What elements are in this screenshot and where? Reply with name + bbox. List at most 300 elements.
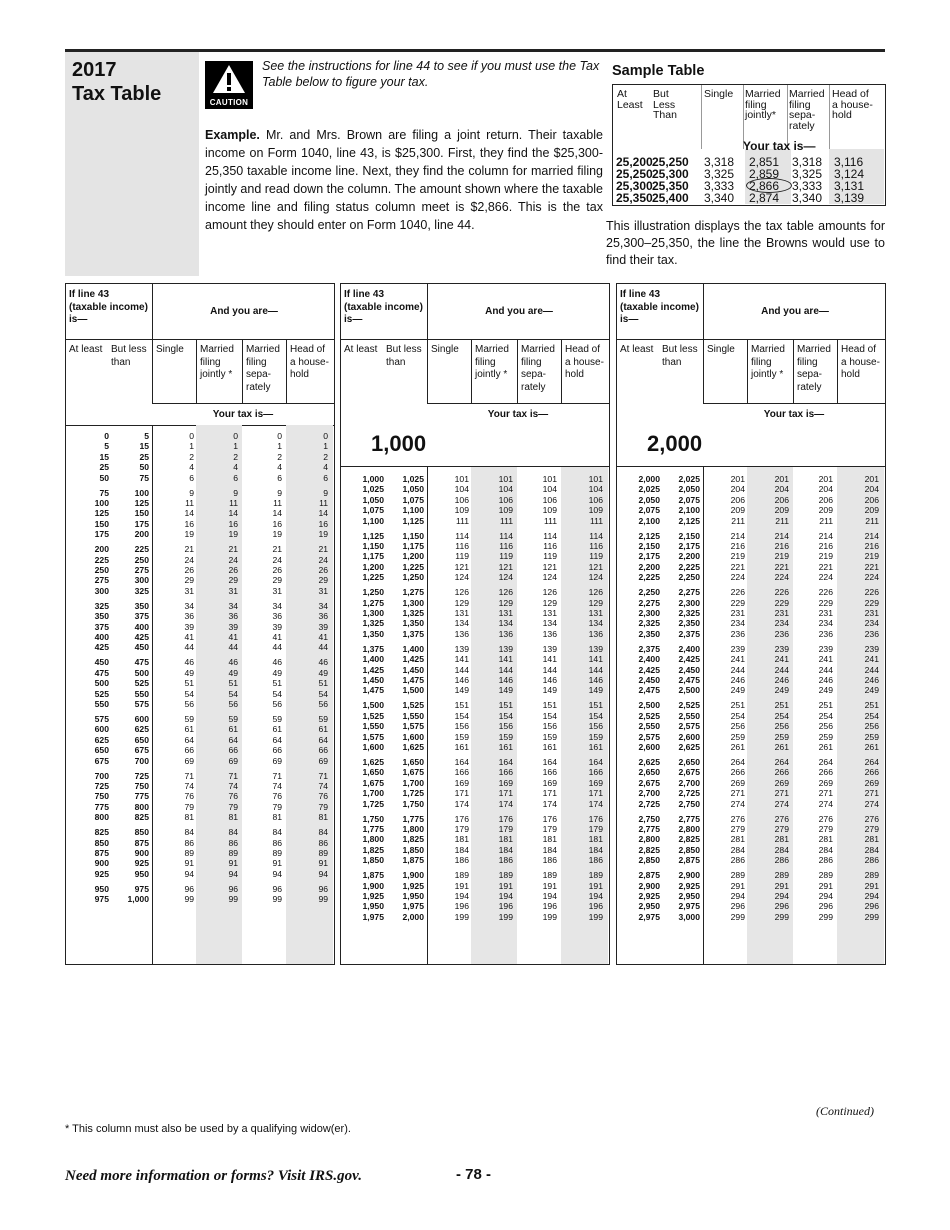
- table-cell: 15: [139, 441, 149, 452]
- table-cell: 184: [542, 844, 557, 855]
- table-cell: 1,175: [402, 541, 424, 551]
- table-cell: 1,775: [362, 824, 384, 834]
- table-cell: 289: [818, 870, 833, 881]
- table-row: [617, 505, 885, 515]
- table-cell: 3,000: [678, 911, 700, 922]
- table-cell: 259: [774, 731, 789, 742]
- table-cell: 106: [498, 494, 513, 505]
- table-cell: 204: [818, 484, 833, 495]
- table-cell: 236: [730, 628, 745, 639]
- table-cell: 325: [94, 600, 109, 611]
- table-cell: 2,350: [678, 618, 700, 629]
- table-cell: 266: [818, 767, 833, 778]
- table-cell: 2,150: [638, 541, 660, 551]
- table-cell: 296: [818, 901, 833, 912]
- table-cell: 700: [134, 755, 149, 766]
- table-cell: 34: [272, 600, 282, 611]
- table-cell: 26: [228, 565, 238, 575]
- table-cell: 11: [319, 498, 328, 508]
- table-cell: 144: [588, 664, 603, 675]
- table-row: [617, 531, 885, 541]
- table-cell: 71: [228, 770, 238, 781]
- table-cell: 184: [498, 844, 513, 855]
- table-cell: 1,550: [402, 710, 424, 721]
- table-cell: 159: [542, 731, 557, 742]
- table-cell: 825: [94, 827, 109, 838]
- table-cell: 1,275: [402, 587, 424, 598]
- table-row: [66, 452, 334, 462]
- table-cell: 126: [542, 587, 557, 598]
- table-cell: 251: [864, 700, 879, 711]
- table-cell: 279: [774, 824, 789, 834]
- table-cell: 249: [774, 685, 789, 696]
- table-cell: 166: [498, 767, 513, 778]
- table-cell: 114: [589, 530, 603, 541]
- table-cell: 56: [184, 699, 194, 709]
- table-cell: 900: [134, 848, 149, 858]
- table-cell: 174: [498, 798, 513, 809]
- table-cell: 1,700: [402, 777, 424, 788]
- table-cell: 54: [318, 688, 328, 699]
- table-cell: 119: [543, 551, 557, 562]
- table-cell: 56: [272, 699, 282, 709]
- sample-h-mfj: Married filing jointly*: [745, 88, 781, 121]
- table-cell: 2,375: [638, 643, 660, 654]
- table-cell: 50: [139, 462, 149, 473]
- table-row: [341, 799, 609, 809]
- table-cell: 21: [184, 544, 194, 555]
- table-cell: 121: [498, 561, 513, 572]
- mfs-header: Married filing sepa-rately: [246, 344, 280, 393]
- table-cell: 2,000: [638, 474, 660, 484]
- table-cell: 1,425: [362, 664, 384, 675]
- table-cell: 156: [588, 721, 603, 732]
- table-cell: 176: [498, 813, 513, 824]
- table-row: [66, 689, 334, 699]
- table-cell: 1,900: [362, 880, 384, 891]
- table-cell: 2,150: [678, 530, 700, 541]
- table-cell: 29: [318, 575, 328, 586]
- table-row: [617, 675, 885, 685]
- table-cell: 2,375: [678, 628, 700, 639]
- table-cell: 194: [542, 891, 557, 901]
- sample-cell: 25,200: [616, 155, 653, 169]
- table-cell: 111: [455, 515, 469, 526]
- table-cell: 191: [498, 880, 513, 891]
- table-cell: 1,250: [362, 587, 384, 598]
- table-cell: 244: [818, 664, 833, 675]
- table-cell: 291: [730, 880, 745, 891]
- table-row: [66, 668, 334, 678]
- if-line-label: If line 43 (taxable income) is—: [69, 289, 148, 325]
- table-cell: 41: [228, 632, 238, 642]
- table-cell: 275: [134, 565, 149, 575]
- table-cell: 2,600: [678, 731, 700, 742]
- table-cell: 24: [318, 554, 328, 565]
- table-cell: 121: [542, 561, 557, 572]
- table-cell: 39: [228, 621, 238, 632]
- table-cell: 2,475: [638, 685, 660, 696]
- table-cell: 34: [184, 600, 194, 611]
- table-cell: 129: [588, 597, 603, 608]
- table-cell: 2: [189, 451, 194, 462]
- your-tax-label: Your tax is—: [427, 403, 609, 426]
- table-row: [617, 685, 885, 695]
- table-cell: 2,975: [678, 901, 700, 912]
- table-cell: 179: [498, 824, 513, 834]
- table-cell: 91: [228, 858, 238, 869]
- table-cell: 24: [228, 554, 238, 565]
- table-cell: 241: [818, 654, 833, 665]
- caution-badge: [205, 61, 253, 109]
- table-row: [617, 484, 885, 494]
- table-cell: 169: [454, 777, 469, 788]
- table-cell: 71: [318, 770, 328, 781]
- table-cell: 244: [774, 664, 789, 675]
- table-cell: 350: [94, 611, 109, 622]
- table-cell: 269: [774, 777, 789, 788]
- table-cell: 141: [588, 654, 603, 665]
- table-row: [66, 544, 334, 554]
- table-cell: 575: [134, 699, 149, 709]
- thousand-label: 2,000: [647, 431, 703, 456]
- table-cell: 21: [318, 544, 328, 555]
- table-cell: 94: [228, 868, 238, 879]
- table-cell: 54: [228, 688, 238, 699]
- table-row: [66, 632, 334, 642]
- table-cell: 2,575: [638, 731, 660, 742]
- table-cell: 229: [730, 597, 745, 608]
- table-cell: 2,600: [638, 742, 660, 752]
- table-row: [341, 541, 609, 551]
- column-headers: [341, 340, 609, 426]
- table-cell: 76: [318, 791, 328, 802]
- table-cell: 294: [730, 891, 745, 901]
- table-cell: 236: [774, 628, 789, 639]
- table-cell: 1,800: [362, 834, 384, 845]
- table-cell: 194: [498, 891, 513, 901]
- table-cell: 875: [94, 848, 109, 858]
- table-cell: 34: [228, 600, 238, 611]
- table-cell: 525: [134, 678, 149, 689]
- table-cell: 201: [774, 474, 789, 484]
- table-cell: 1,825: [362, 844, 384, 855]
- table-cell: 264: [864, 757, 879, 767]
- tax-table-column-3: [616, 283, 886, 965]
- sample-cell: 3,318: [704, 155, 735, 169]
- table-cell: 2,075: [678, 494, 700, 505]
- table-cell: 66: [318, 745, 328, 756]
- table-cell: 114: [499, 530, 513, 541]
- table-row: [341, 901, 609, 911]
- table-cell: 2,550: [678, 710, 700, 721]
- table-row: [617, 629, 885, 639]
- table-cell: 2,000: [402, 911, 424, 922]
- table-cell: 29: [184, 575, 194, 586]
- table-row: [341, 845, 609, 855]
- table-cell: 51: [184, 678, 194, 689]
- table-cell: 181: [454, 834, 469, 845]
- table-cell: 131: [588, 608, 603, 618]
- table-cell: 251: [730, 700, 745, 711]
- table-cell: 1,375: [402, 628, 424, 639]
- table-cell: 221: [730, 561, 745, 572]
- table-cell: 189: [542, 870, 557, 881]
- table-cell: 1,850: [362, 855, 384, 866]
- sample-h-but: But Less Than: [653, 88, 677, 121]
- table-row: [66, 714, 334, 724]
- table-cell: 1,600: [402, 731, 424, 742]
- table-cell: 251: [818, 700, 833, 711]
- sample-table-title: Sample Table: [612, 63, 705, 79]
- table-row: [617, 757, 885, 767]
- table-cell: 241: [864, 654, 879, 665]
- table-row: [66, 555, 334, 565]
- table-cell: 179: [454, 824, 469, 834]
- table-row: [66, 519, 334, 529]
- table-cell: 2,175: [638, 551, 660, 562]
- table-cell: 625: [134, 724, 149, 735]
- table-cell: 156: [454, 721, 469, 732]
- table-cell: 69: [318, 755, 328, 766]
- table-cell: 224: [818, 572, 833, 583]
- table-row: [66, 884, 334, 894]
- table-cell: 279: [818, 824, 833, 834]
- table-row: [617, 644, 885, 654]
- table-row: [617, 721, 885, 731]
- table-cell: 99: [318, 894, 328, 905]
- table-cell: 1,300: [362, 608, 384, 618]
- table-cell: 36: [272, 611, 282, 622]
- table-cell: 1,300: [402, 597, 424, 608]
- table-cell: 550: [94, 699, 109, 709]
- table-cell: 281: [730, 834, 745, 845]
- table-cell: 1,400: [402, 643, 424, 654]
- table-cell: 124: [498, 572, 513, 583]
- table-cell: 1,150: [362, 541, 384, 551]
- table-cell: 249: [818, 685, 833, 696]
- table-cell: 46: [318, 657, 328, 668]
- page-number: - 78 -: [456, 1166, 492, 1183]
- table-row: [66, 575, 334, 585]
- table-cell: 276: [730, 813, 745, 824]
- table-cell: 109: [542, 505, 557, 516]
- table-cell: 9: [189, 487, 194, 498]
- table-cell: 850: [134, 827, 149, 838]
- table-row: [341, 598, 609, 608]
- table-cell: 2,700: [678, 777, 700, 788]
- table-cell: 254: [730, 710, 745, 721]
- table-cell: 154: [588, 710, 603, 721]
- table-cell: 14: [184, 508, 194, 519]
- table-cell: 41: [318, 632, 328, 642]
- table-row: [66, 848, 334, 858]
- table-cell: 1,050: [362, 494, 384, 505]
- table-row: [66, 529, 334, 539]
- table-cell: 1,025: [362, 484, 384, 495]
- sample-h-single: Single: [704, 88, 734, 100]
- table-cell: 151: [588, 700, 603, 711]
- illustration-caption: This illustration displays the tax table amounts for 25,300–25,350, the line the Browns would use to find their tax.: [606, 219, 885, 267]
- table-cell: 156: [542, 721, 557, 732]
- table-cell: 216: [818, 541, 833, 551]
- table-row: [617, 767, 885, 777]
- table-cell: 189: [498, 870, 513, 881]
- table-cell: 26: [184, 565, 194, 575]
- column-divider: [152, 340, 153, 403]
- table-cell: 2,775: [638, 824, 660, 834]
- table-cell: 66: [272, 745, 282, 756]
- table-row: [617, 572, 885, 582]
- table-cell: 254: [864, 710, 879, 721]
- table-cell: 61: [318, 724, 328, 735]
- table-cell: 4: [233, 462, 238, 473]
- table-cell: 69: [228, 755, 238, 766]
- table-cell: 2,575: [678, 721, 700, 732]
- table-cell: 161: [542, 742, 557, 752]
- table-cell: 19: [272, 529, 282, 540]
- table-row: [617, 654, 885, 664]
- table-row: [341, 587, 609, 597]
- table-cell: 244: [864, 664, 879, 675]
- single-header: Single: [707, 344, 735, 355]
- column-divider: [471, 340, 472, 403]
- table-cell: 2,050: [638, 494, 660, 505]
- table-cell: 126: [454, 587, 469, 598]
- table-cell: 1: [189, 441, 194, 452]
- table-cell: 86: [318, 837, 328, 848]
- table-cell: 286: [818, 855, 833, 866]
- table-cell: 119: [589, 551, 603, 562]
- table-cell: 1,475: [362, 685, 384, 696]
- table-row: [617, 562, 885, 572]
- table-cell: 2,550: [638, 721, 660, 732]
- table-cell: 100: [94, 498, 109, 508]
- table-cell: 750: [94, 791, 109, 802]
- table-cell: 131: [454, 608, 469, 618]
- table-cell: 81: [272, 812, 282, 823]
- table-cell: 206: [774, 494, 789, 505]
- table-cell: 49: [272, 667, 282, 678]
- table-cell: 725: [134, 770, 149, 781]
- table-cell: 16: [228, 518, 238, 529]
- table-cell: 89: [318, 848, 328, 858]
- table-cell: 1,500: [362, 700, 384, 711]
- table-cell: 144: [454, 664, 469, 675]
- table-cell: 375: [94, 621, 109, 632]
- sample-cell: 25,350: [616, 191, 653, 205]
- table-cell: 2,625: [678, 742, 700, 752]
- table-cell: 221: [864, 561, 879, 572]
- table-cell: 246: [730, 675, 745, 685]
- table-cell: 196: [588, 901, 603, 912]
- table-cell: 101: [498, 474, 513, 484]
- table-cell: 271: [818, 788, 833, 799]
- table-cell: 1,100: [402, 505, 424, 516]
- table-cell: 269: [864, 777, 879, 788]
- table-cell: 500: [134, 667, 149, 678]
- table-row: [341, 732, 609, 742]
- table-cell: 96: [272, 883, 282, 894]
- table-cell: 239: [864, 643, 879, 654]
- table-cell: 241: [774, 654, 789, 665]
- table-row: [341, 675, 609, 685]
- table-cell: 9: [277, 487, 282, 498]
- table-row: [66, 802, 334, 812]
- table-row: [66, 431, 334, 441]
- table-cell: 229: [818, 597, 833, 608]
- table-cell: 186: [588, 855, 603, 866]
- table-cell: 236: [818, 628, 833, 639]
- table-cell: 2,225: [678, 561, 700, 572]
- table-cell: 46: [272, 657, 282, 668]
- table-cell: 259: [818, 731, 833, 742]
- table-row: [66, 657, 334, 667]
- table-cell: 71: [272, 770, 282, 781]
- table-row: [617, 834, 885, 844]
- table-cell: 194: [454, 891, 469, 901]
- table-cell: 99: [228, 894, 238, 905]
- sample-table: [612, 84, 886, 206]
- table-cell: 1,900: [402, 870, 424, 881]
- table-cell: 169: [588, 777, 603, 788]
- table-cell: 106: [588, 494, 603, 505]
- table-cell: 221: [818, 561, 833, 572]
- table-cell: 161: [498, 742, 513, 752]
- table-cell: 200: [134, 529, 149, 540]
- table-cell: 121: [454, 561, 469, 572]
- table-cell: 151: [542, 700, 557, 711]
- table-cell: 14: [318, 508, 328, 519]
- table-row: [341, 484, 609, 494]
- table-row: [341, 629, 609, 639]
- table-cell: 136: [588, 628, 603, 639]
- table-cell: 2,400: [678, 643, 700, 654]
- table-cell: 191: [542, 880, 557, 891]
- table-cell: 76: [184, 791, 194, 802]
- table-cell: 224: [774, 572, 789, 583]
- table-cell: 54: [272, 688, 282, 699]
- table-cell: 31: [318, 585, 328, 596]
- table-cell: 171: [588, 788, 603, 799]
- table-cell: 181: [498, 834, 513, 845]
- table-cell: 249: [730, 685, 745, 696]
- table-cell: 164: [498, 757, 513, 767]
- table-cell: 294: [774, 891, 789, 901]
- single-header: Single: [156, 344, 184, 355]
- table-cell: 1,525: [402, 700, 424, 711]
- table-cell: 2,050: [678, 484, 700, 495]
- table-cell: 181: [588, 834, 603, 845]
- table-cell: 206: [818, 494, 833, 505]
- table-cell: 106: [542, 494, 557, 505]
- thousand-band: [341, 425, 609, 467]
- table-cell: 111: [499, 515, 513, 526]
- table-cell: 1,775: [402, 813, 424, 824]
- table-cell: 276: [864, 813, 879, 824]
- table-cell: 675: [134, 745, 149, 756]
- table-cell: 0: [189, 431, 194, 441]
- table-cell: 2,800: [638, 834, 660, 845]
- table-cell: 1,325: [402, 608, 424, 618]
- table-cell: 284: [818, 844, 833, 855]
- mfs-header: Married filing sepa-rately: [521, 344, 555, 393]
- mfj-header: Married filing jointly *: [200, 344, 234, 380]
- table-cell: 274: [864, 798, 879, 809]
- table-cell: 1,550: [362, 721, 384, 732]
- table-cell: 2,650: [638, 767, 660, 778]
- table-cell: 64: [184, 734, 194, 745]
